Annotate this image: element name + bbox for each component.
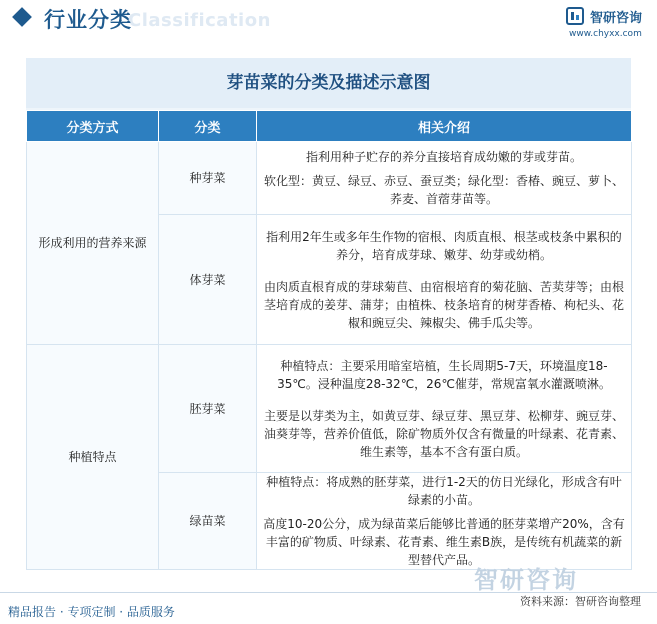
brand-url[interactable]: www.chyxx.com [569,29,642,39]
diamond-icon [12,7,32,27]
description-text: 由肉质直根育成的芽球菊苣、由宿根培育的菊花脑、苦荬芽等；由根茎培育成的姜芽、蒲芽；由植株、枝条培育的树芽香椿、枸杞头、花椒和豌豆尖、辣椒尖、佛手瓜尖等。 [263,279,624,330]
column-header: 分类方式 [27,111,159,142]
column-header: 分类 [159,111,257,142]
table-title: 芽苗菜的分类及描述示意图 [26,58,631,108]
table-row [27,142,632,215]
column-header: 相关介绍 [257,111,632,142]
footer-links[interactable]: 精品报告 · 专项定制 · 品质服务 [8,605,175,619]
page-header [0,0,657,40]
description-text: 高度10-20公分，成为绿苗菜后能够比普通的胚芽菜增产20%，含有丰富的矿物质、叶绿素、花青素、维生素B族，是传统有机蔬菜的新型替代产品。 [263,517,625,567]
classification-panel [26,58,631,565]
method-cell: 形成利用的营养来源 [27,142,159,345]
category-cell: 绿苗菜 [159,473,257,570]
page-footer [0,592,657,624]
table-row [27,345,632,473]
brand-watermark: 智研咨询 [474,566,578,594]
description-text: 软化型：黄豆、绿豆、赤豆、蚕豆类；绿化型：香椿、豌豆、萝卜、荞麦、首蓿芽苗等。 [263,174,624,206]
chyxx-logo-icon [566,7,584,25]
classification-table [26,110,632,570]
category-cell: 种芽菜 [159,142,257,215]
source-note: 资料来源：智研咨询整理 [520,595,641,608]
method-cell: 种植特点 [27,345,159,570]
brand-name: 智研咨询 [590,11,643,26]
table-header-row [27,111,632,142]
section-title-en: Classification [128,10,271,31]
description-cell [257,345,632,473]
description-text: 种植特点：将成熟的胚芽菜，进行1-2天的仿日光绿化，形成含有叶绿素的小苗。 [266,475,622,507]
description-cell [257,473,632,570]
description-cell [257,215,632,345]
description-text: 种植特点：主要采用暗室培植，生长周期5-7天，环境温度18-35℃。浸种温度28-32℃，26℃催芽，常规富氧水灌溉喷淋。 [277,358,611,391]
description-text: 主要是以芽类为主，如黄豆芽、绿豆芽、黑豆芽、松柳芽、豌豆芽、油葵芽等，营养价值低，除矿物质外仅含有微量的叶绿素、花青素、维生素等，基本不含有蛋白质。 [263,408,624,459]
category-cell: 胚芽菜 [159,345,257,473]
section-title: 行业分类 [44,8,132,32]
description-text: 指利用2年生或多年生作物的宿根、肉质直根、根茎或枝条中累积的养分，培育成芽球、嫩芽、幼芽或幼梢。 [266,229,622,262]
category-cell: 体芽菜 [159,215,257,345]
description-text: 指利用种子贮存的养分直接培育成幼嫩的芽或芽苗。 [305,150,582,164]
description-cell [257,142,632,215]
